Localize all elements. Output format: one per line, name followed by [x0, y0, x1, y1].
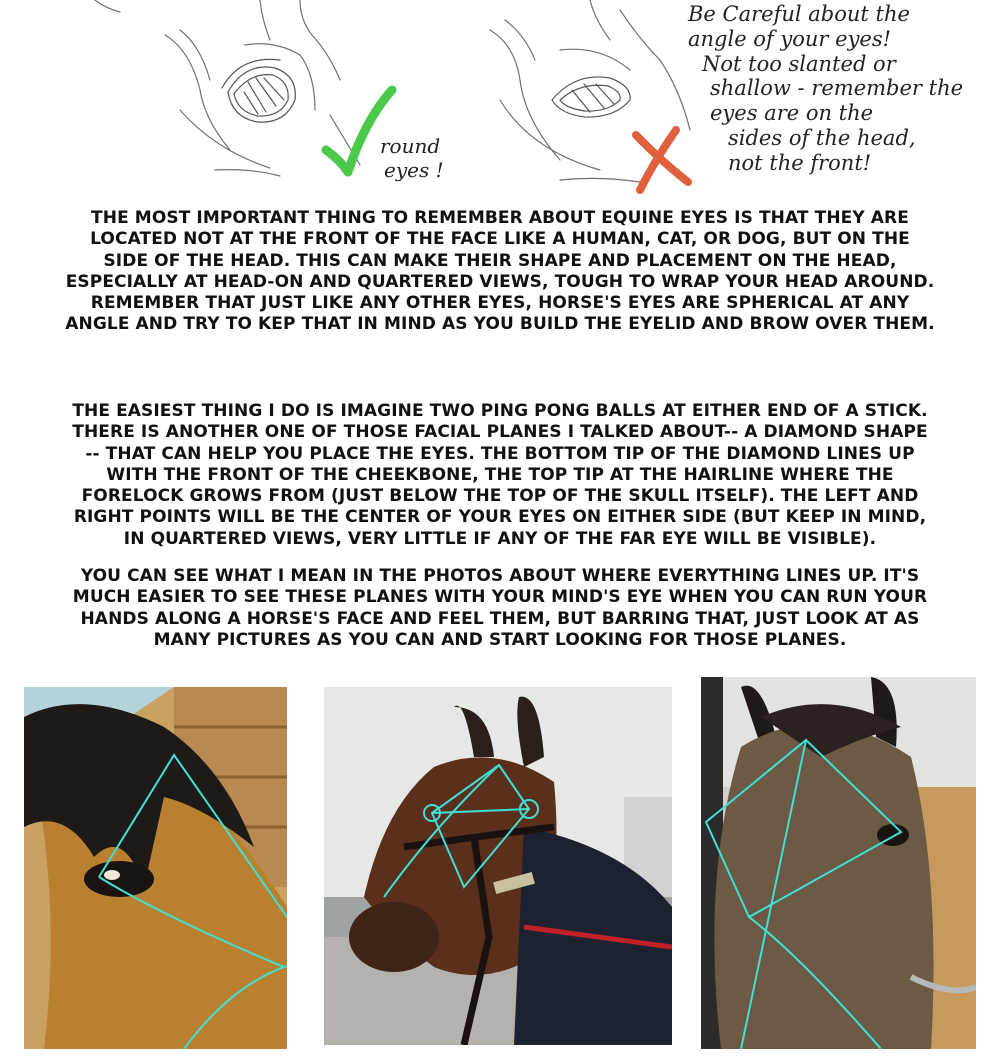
paragraph-diamond-plane: [0, 401, 1000, 550]
text-line: THE MOST IMPORTANT THING TO REMEMBER ABOUT EQUINE EYES IS THAT THEY ARE: [91, 208, 909, 228]
text-line: YOU CAN SEE WHAT I MEAN IN THE PHOTOS ABOUT WHERE EVERYTHING LINES UP. IT'S: [80, 566, 920, 586]
text-line: -- THAT CAN HELP YOU PLACE THE EYES. THE BOTTOM TIP OF THE DIAMOND LINES UP: [85, 443, 915, 464]
horse-sketch-round-eye: [95, 0, 360, 176]
text-line: FORELOCK GROWS FROM (JUST BELOW THE TOP OF THE SKULL ITSELF). THE LEFT AND: [81, 486, 919, 507]
text-line: LOCATED NOT AT THE FRONT OF THE FACE LIKE A HUMAN, CAT, OR DOG, BUT ON THE: [90, 229, 910, 250]
photo-head-on-halter: [324, 687, 672, 1045]
text-line: SIDE OF THE HEAD. THIS CAN MAKE THEIR SHAPE AND PLACEMENT ON THE HEAD,: [103, 250, 897, 271]
photo-closeup-eye: [24, 687, 287, 1049]
text-line: WITH THE FRONT OF THE CHEEKBONE, THE TOP TIP AT THE HAIRLINE WHERE THE: [106, 464, 894, 485]
photo-quartered-view: [701, 677, 976, 1049]
paragraph-photos: [0, 566, 1000, 651]
angle-warning-note: Be Careful about the angle of your eyes! Not too slanted or shallow - remember the eyes are on the sides of the head, not the front!: [688, 2, 964, 175]
paragraph-eye-placement: [0, 208, 1000, 336]
text-line: REMEMBER THAT JUST LIKE ANY OTHER EYES, HORSE'S EYES ARE SPHERICAL AT ANY: [90, 293, 910, 314]
text-line: ESPECIALLY AT HEAD-ON AND QUARTERED VIEWS, TOUGH TO WRAP YOUR HEAD AROUND.: [65, 271, 935, 292]
sketch-area: [0, 0, 1000, 205]
round-eye: [222, 59, 295, 122]
text-line: THE EASIEST THING I DO IS IMAGINE TWO PING PONG BALLS AT EITHER END OF A STICK.: [72, 401, 928, 421]
text-line: HANDS ALONG A HORSE'S FACE AND FEEL THEM, BUT BARRING THAT, JUST LOOK AT AS: [80, 608, 920, 629]
cross-icon: [636, 130, 688, 190]
round-eyes-note: round eyes !: [380, 134, 444, 182]
text-line: THERE IS ANOTHER ONE OF THOSE FACIAL PLANES I TALKED ABOUT-- A DIAMOND SHAPE: [72, 422, 928, 443]
text-line: MUCH EASIER TO SEE THESE PLANES WITH YOUR MIND'S EYE WHEN YOU CAN RUN YOUR: [72, 587, 928, 608]
text-line: MANY PICTURES AS YOU CAN AND START LOOKING FOR THOSE PLANES.: [153, 629, 847, 650]
text-line: IN QUARTERED VIEWS, VERY LITTLE IF ANY OF THE FAR EYE WILL BE VISIBLE).: [123, 528, 877, 549]
shallow-eye: [552, 77, 630, 117]
text-line: RIGHT POINTS WILL BE THE CENTER OF YOUR EYES ON EITHER SIDE (BUT KEEP IN MIND,: [73, 507, 927, 528]
text-line: ANGLE AND TRY TO KEP THAT IN MIND AS YOU BUILD THE EYELID AND BROW OVER THEM.: [65, 314, 935, 335]
